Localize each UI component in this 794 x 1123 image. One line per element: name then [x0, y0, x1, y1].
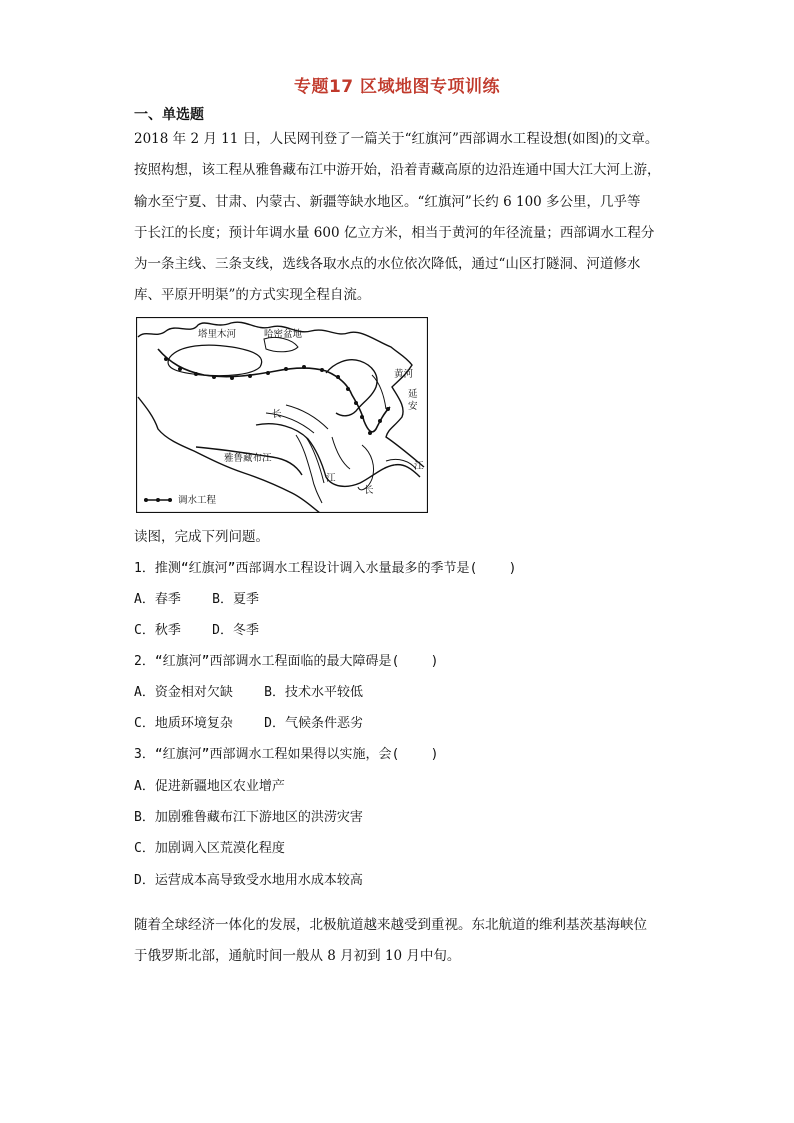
- label-yanan-1: 延: [408, 389, 418, 400]
- question-1-options-cd: C．秋季 D．冬季: [134, 623, 259, 638]
- intro-line: 按照构想，该工程从雅鲁藏布江中游开始，沿着青藏高原的边沿连通中国大江大河上游，: [134, 162, 661, 179]
- intro-paragraph: [134, 124, 664, 312]
- passage-line: 于俄罗斯北部，通航时间一般从 8 月初到 10 月中旬。: [134, 948, 461, 965]
- question-2-stem: 2．“红旗河”西部调水工程面临的最大障碍是( ): [134, 654, 439, 669]
- label-chang-1: 长: [272, 409, 282, 420]
- legend-label: 调水工程: [178, 495, 217, 506]
- label-yarlung: 雅鲁藏布江: [224, 453, 272, 464]
- intro-line: 于长江的长度；预计年调水量 600 亿立方米，相当于黄河的年径流量；西部调水工程分: [134, 224, 655, 241]
- section-heading: 一、单选题: [134, 107, 204, 123]
- question-2-options-cd: C．地质环境复杂 D．气候条件恶劣: [134, 716, 363, 731]
- label-jiang-2: 江: [414, 461, 424, 472]
- question-3-option-b: B．加剧雅鲁藏布江下游地区的洪涝灾害: [134, 810, 363, 825]
- passage-line: 随着全球经济一体化的发展，北极航道越来越受到重视。东北航道的维利基茨基海峡位: [134, 917, 647, 933]
- page-title: 专题17 区域地图专项训练: [293, 77, 501, 97]
- label-jiang-1: 江: [326, 473, 336, 484]
- question-3-option-c: C．加剧调入区荒漠化程度: [134, 841, 285, 856]
- question-1-options-ab: A．春季 B．夏季: [134, 592, 259, 607]
- label-chang-2: 长: [364, 485, 374, 496]
- question-3-option-a: A．促进新疆地区农业增产: [134, 779, 285, 794]
- intro-line: 2018 年 2 月 11 日，人民网刊登了一篇关于“红旗河”西部调水工程设想(如图)的文章。: [134, 131, 659, 147]
- read-prompt: 读图，完成下列问题。: [134, 529, 269, 545]
- water-diversion-map: [136, 317, 428, 513]
- question-3-stem: 3．“红旗河”西部调水工程如果得以实施，会( ): [134, 747, 439, 762]
- label-tarim: 塔里木河: [198, 329, 237, 340]
- question-1-stem: 1．推测“红旗河”西部调水工程设计调入水量最多的季节是( ): [134, 561, 517, 576]
- intro-line: 库、平原开明渠”的方式实现全程自流。: [134, 287, 371, 304]
- question-2-options-ab: A．资金相对欠缺 B．技术水平较低: [134, 685, 363, 700]
- intro-line: 输水至宁夏、甘肃、内蒙古、新疆等缺水地区。“红旗河”长约 6 100 多公里，几乎等: [134, 193, 641, 210]
- question-3-option-d: D．运营成本高导致受水地用水成本较高: [134, 873, 363, 888]
- label-hami: 哈密盆地: [264, 329, 303, 340]
- label-yanan-2: 安: [408, 401, 418, 412]
- label-huanghe: 黄河: [394, 369, 414, 380]
- next-passage: [134, 910, 664, 973]
- intro-line: 为一条主线、三条支线，选线各取水点的水位依次降低，通过“山区打隧洞、河道修水: [134, 256, 641, 273]
